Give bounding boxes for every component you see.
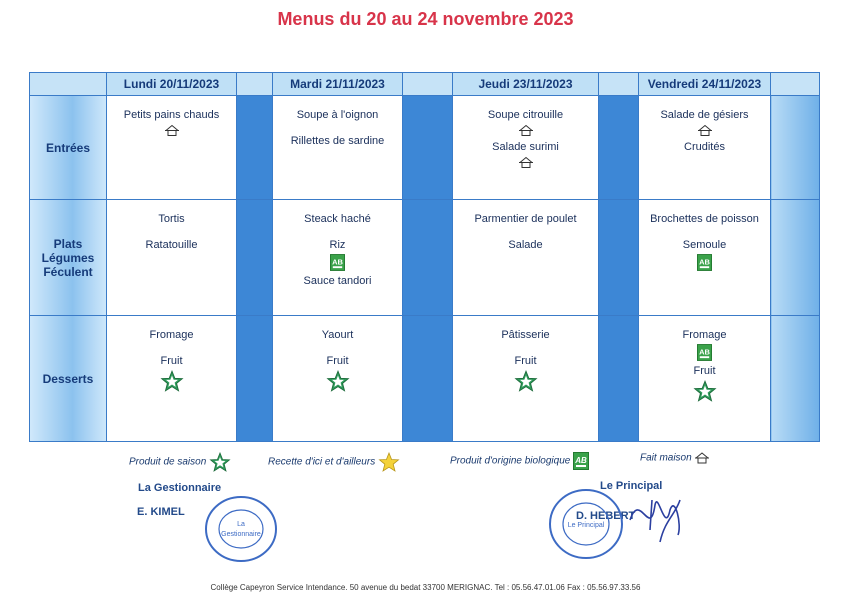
menu-cell: [107, 200, 237, 316]
header-gap: [771, 73, 820, 96]
green-star-icon: [160, 370, 184, 392]
school-stamp-left: [202, 494, 280, 564]
principal-title: Le Principal: [600, 480, 663, 492]
legend-saison-label: Produit de saison: [129, 456, 207, 468]
menu-item: Parmentier de poulet: [474, 213, 577, 225]
menu-item: Fromage: [682, 329, 727, 341]
legend-maison-label: Fait maison: [640, 452, 692, 464]
header-corner: [30, 73, 107, 96]
house-icon: [694, 452, 710, 464]
column-separator: [403, 96, 453, 200]
day-header: Mardi 21/11/2023: [273, 73, 403, 96]
menu-cell: [273, 316, 403, 442]
right-edge-band: [771, 316, 820, 442]
menu-item: Steack haché: [304, 213, 371, 225]
header-gap: [237, 73, 273, 96]
menu-item: Yaourt: [321, 329, 354, 341]
menu-cell: [107, 316, 237, 442]
svg-text:AB: AB: [699, 257, 710, 267]
ab-organic-icon: [697, 344, 712, 361]
menu-item: Ratatouille: [145, 239, 198, 251]
menu-cell: [453, 316, 599, 442]
house-icon: [164, 124, 180, 137]
day-header: Lundi 20/11/2023: [107, 73, 237, 96]
menu-item: Riz: [329, 239, 346, 251]
page-title: Menus du 20 au 24 novembre 2023: [277, 9, 574, 29]
menu-item: Fruit: [514, 355, 537, 367]
menu-item: Petits pains chauds: [123, 109, 220, 121]
svg-text:Le Principal: Le Principal: [567, 522, 605, 529]
row-label: Entrées: [30, 96, 107, 200]
green-star-icon: [209, 452, 231, 472]
menu-cell: [639, 200, 771, 316]
menu-item: Salade de gésiers: [660, 109, 749, 121]
menu-item: Salade surimi: [492, 141, 559, 153]
menu-item: Soupe citrouille: [487, 109, 564, 121]
house-icon: [518, 156, 534, 169]
footer: Collège Capeyron Service Intendance. 50 avenue du bedat 33700 MERIGNAC. Tel : 05.56.47.01.06 Fax : 05.56.97.33.56: [210, 583, 641, 592]
menu-item: Soupe à l'oignon: [296, 109, 379, 121]
gestionnaire-name: E. KIMEL: [137, 506, 185, 518]
row-label: Desserts: [30, 316, 107, 442]
green-star-icon: [514, 370, 538, 392]
green-star-icon: [326, 370, 350, 392]
menu-item: Semoule: [682, 239, 727, 251]
menu-row: [30, 316, 820, 442]
principal-name: D. HEBERT: [576, 510, 636, 522]
legend-bio: [450, 452, 589, 470]
menu-item: Fruit: [326, 355, 349, 367]
column-separator: [237, 96, 273, 200]
menu-row: [30, 96, 820, 200]
menu-item: Fruit: [160, 355, 183, 367]
menu-item: Sauce tandori: [303, 275, 372, 287]
house-icon: [518, 124, 534, 137]
menu-item: Salade: [508, 239, 543, 251]
school-stamp-right: [546, 487, 626, 561]
legend-bio-label: Produit d'origine biologique: [450, 455, 571, 467]
menu-cell: [273, 96, 403, 200]
menu-item: Crudités: [684, 141, 725, 153]
right-edge-band: [771, 200, 820, 316]
green-star-icon: [693, 380, 717, 402]
menu-cell: [107, 96, 237, 200]
header-gap: [403, 73, 453, 96]
svg-text:Gestionnaire: Gestionnaire: [221, 531, 261, 538]
menu-cell: [453, 200, 599, 316]
legend-ailleurs: [268, 452, 400, 472]
column-separator: [599, 96, 639, 200]
menu-row: [30, 200, 820, 316]
column-separator: [599, 200, 639, 316]
column-separator: [237, 200, 273, 316]
yellow-star-icon: [378, 452, 400, 472]
row-label: Plats Légumes Féculent: [30, 200, 107, 316]
svg-text:AB: AB: [332, 257, 343, 267]
column-separator: [599, 316, 639, 442]
menu-item: Brochettes de poisson: [650, 213, 759, 225]
svg-text:La: La: [237, 521, 245, 528]
svg-text:AB: AB: [699, 347, 710, 357]
menu-item: Pâtisserie: [501, 329, 550, 341]
ab-organic-icon: [697, 254, 712, 271]
menu-item: Tortis: [158, 213, 185, 225]
gestionnaire-title: La Gestionnaire: [138, 482, 222, 494]
menu-item: Rillettes de sardine: [290, 135, 385, 147]
menu-cell: [273, 200, 403, 316]
legend-ailleurs-label: Recette d'ici et d'ailleurs: [268, 456, 376, 468]
column-separator: [403, 200, 453, 316]
column-separator: [403, 316, 453, 442]
menu-item: Fromage: [149, 329, 194, 341]
handwritten-signature: [620, 480, 690, 550]
ab-organic-icon: [330, 254, 345, 271]
header-gap: [599, 73, 639, 96]
menu-cell: [453, 96, 599, 200]
svg-text:AB: AB: [575, 456, 587, 465]
right-edge-band: [771, 96, 820, 200]
header-row: [30, 73, 820, 96]
day-header: Vendredi 24/11/2023: [639, 73, 771, 96]
menu-cell: [639, 96, 771, 200]
column-separator: [237, 316, 273, 442]
house-icon: [697, 124, 713, 137]
legend-saison: [129, 452, 231, 472]
ab-organic-icon: [573, 452, 589, 470]
legend-maison: [640, 452, 710, 464]
menu-cell: [639, 316, 771, 442]
menu-table: [29, 72, 820, 442]
day-header: Jeudi 23/11/2023: [453, 73, 599, 96]
menu-item: Fruit: [693, 365, 716, 377]
